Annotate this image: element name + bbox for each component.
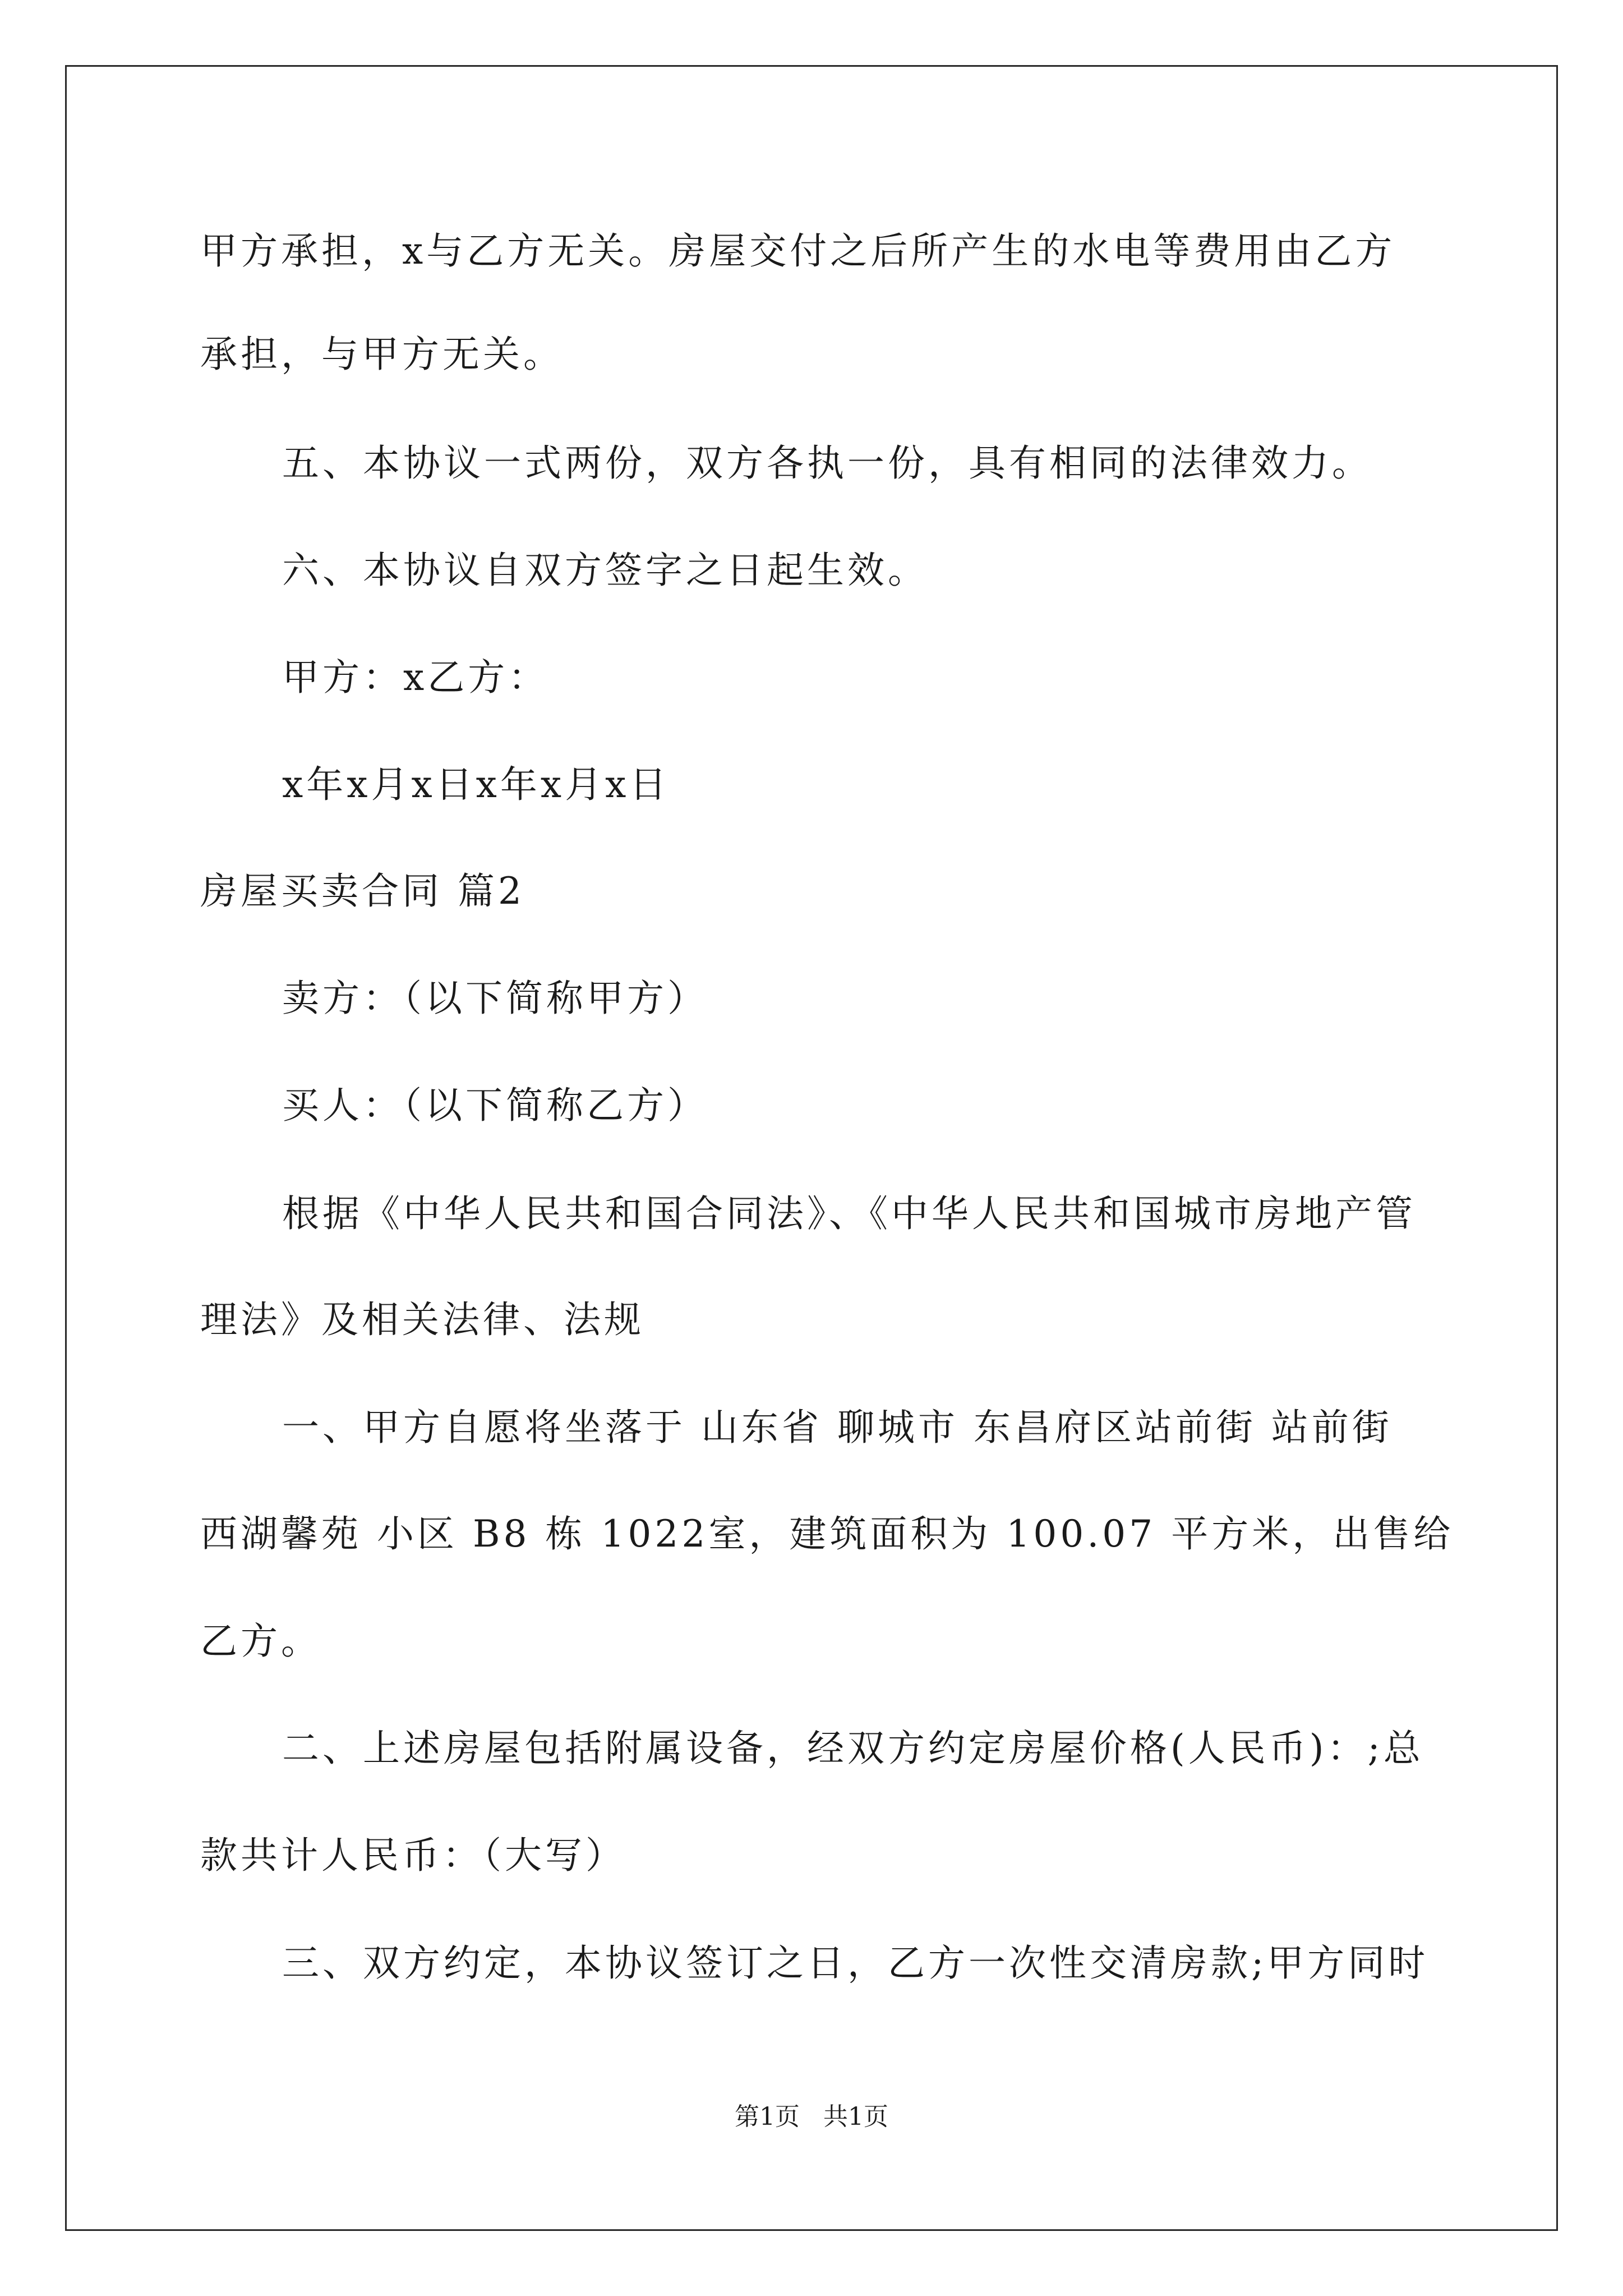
clause-2: 二、上述房屋包括附属设备，经双方约定房屋价格(人民币)：;总 (282, 1727, 1424, 1770)
clause-1: 一、甲方自愿将坐落于 山东省 聊城市 东昌府区站前街 站前街 (282, 1406, 1393, 1449)
page-border (65, 65, 1558, 2231)
buyer-line: 买人：（以下简称乙方） (282, 1084, 708, 1127)
seller-line: 卖方：（以下简称甲方） (282, 977, 708, 1020)
page-footer: 第1页 共1页 (735, 2102, 888, 2131)
clause-6: 六、本协议自双方签字之日起生效。 (282, 549, 928, 592)
preamble-line: 根据《中华人民共和国合同法》、《中华人民共和国城市房地产管 (282, 1192, 1416, 1235)
clause-3: 三、双方约定，本协议签订之日，乙方一次性交清房款;甲方同时 (282, 1941, 1429, 1985)
signature-parties: 甲方：x乙方： (282, 656, 549, 699)
body-text-line: 甲方承担，x与乙方无关。房屋交付之后所产生的水电等费用由乙方 (200, 229, 1396, 273)
clause-1-cont: 西湖馨苑 小区 B8 栋 1022室，建筑面积为 100.07 平方米，出售给 (200, 1512, 1454, 1556)
clause-5: 五、本协议一式两份，双方各执一份，具有相同的法律效力。 (282, 441, 1372, 485)
clause-1-cont: 乙方。 (200, 1619, 321, 1663)
signature-dates: x年x月x日x年x月x日 (282, 763, 670, 806)
body-text-line: 承担，与甲方无关。 (200, 333, 564, 376)
clause-2-cont: 款共计人民币：（大写） (200, 1834, 626, 1877)
preamble-line: 理法》及相关法律、法规 (200, 1298, 644, 1341)
section-heading: 房屋买卖合同 篇2 (200, 869, 525, 913)
